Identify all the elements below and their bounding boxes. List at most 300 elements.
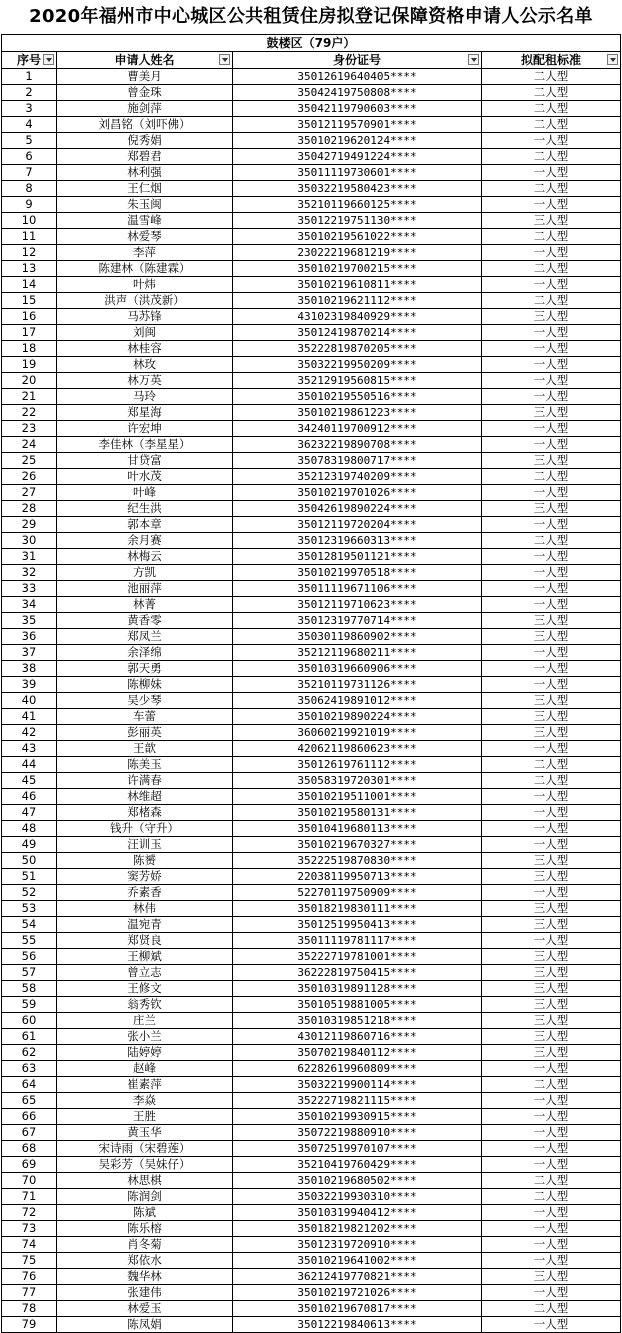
- cell-id[interactable]: 36222819750415****: [233, 965, 482, 981]
- cell-name[interactable]: 曾立志: [57, 965, 233, 981]
- cell-no[interactable]: 70: [2, 1173, 57, 1189]
- cell-id[interactable]: 35210119660125****: [233, 197, 482, 213]
- cell-id[interactable]: 35010519881005****: [233, 997, 482, 1013]
- cell-name[interactable]: 陈柳妹: [57, 677, 233, 693]
- cell-name[interactable]: 陈建林（陈建霖）: [57, 261, 233, 277]
- cell-name[interactable]: 余泽绵: [57, 645, 233, 661]
- cell-standard[interactable]: 一人型: [482, 821, 621, 837]
- cell-standard[interactable]: 一人型: [482, 741, 621, 757]
- cell-name[interactable]: 林思棋: [57, 1173, 233, 1189]
- cell-no[interactable]: 1: [2, 69, 57, 85]
- cell-no[interactable]: 43: [2, 741, 57, 757]
- cell-standard[interactable]: 二人型: [482, 101, 621, 117]
- cell-name[interactable]: 王仁烟: [57, 181, 233, 197]
- cell-id[interactable]: 35012119570901****: [233, 117, 482, 133]
- cell-no[interactable]: 60: [2, 1013, 57, 1029]
- cell-no[interactable]: 5: [2, 133, 57, 149]
- cell-standard[interactable]: 三人型: [482, 1045, 621, 1061]
- cell-standard[interactable]: 二人型: [482, 181, 621, 197]
- cell-name[interactable]: 王胜: [57, 1109, 233, 1125]
- cell-id[interactable]: 36212419770821****: [233, 1269, 482, 1285]
- cell-no[interactable]: 6: [2, 149, 57, 165]
- cell-standard[interactable]: 一人型: [482, 1157, 621, 1173]
- cell-name[interactable]: 甘贷富: [57, 453, 233, 469]
- cell-name[interactable]: 黄玉华: [57, 1125, 233, 1141]
- cell-name[interactable]: 池丽萍: [57, 581, 233, 597]
- cell-id[interactable]: 35011119781117****: [233, 933, 482, 949]
- cell-id[interactable]: 35018219821202****: [233, 1221, 482, 1237]
- cell-name[interactable]: 刘昌铭（刘吓佛）: [57, 117, 233, 133]
- cell-no[interactable]: 34: [2, 597, 57, 613]
- cell-standard[interactable]: 二人型: [482, 69, 621, 85]
- cell-id[interactable]: 35042419750808****: [233, 85, 482, 101]
- cell-standard[interactable]: 一人型: [482, 837, 621, 853]
- cell-id[interactable]: 35012819501121****: [233, 549, 482, 565]
- cell-no[interactable]: 18: [2, 341, 57, 357]
- cell-no[interactable]: 47: [2, 805, 57, 821]
- cell-standard[interactable]: 一人型: [482, 373, 621, 389]
- cell-id[interactable]: 35222719821115****: [233, 1093, 482, 1109]
- cell-name[interactable]: 汪训玉: [57, 837, 233, 853]
- cell-standard[interactable]: 二人型: [482, 533, 621, 549]
- cell-name[interactable]: 林万英: [57, 373, 233, 389]
- cell-no[interactable]: 11: [2, 229, 57, 245]
- cell-id[interactable]: 35058319720301****: [233, 773, 482, 789]
- cell-no[interactable]: 51: [2, 869, 57, 885]
- cell-no[interactable]: 26: [2, 469, 57, 485]
- cell-no[interactable]: 12: [2, 245, 57, 261]
- cell-standard[interactable]: 一人型: [482, 1125, 621, 1141]
- cell-name[interactable]: 黄香零: [57, 613, 233, 629]
- cell-no[interactable]: 68: [2, 1141, 57, 1157]
- cell-standard[interactable]: 二人型: [482, 149, 621, 165]
- cell-id[interactable]: 36232219890708****: [233, 437, 482, 453]
- cell-no[interactable]: 36: [2, 629, 57, 645]
- cell-id[interactable]: 35012219751130****: [233, 213, 482, 229]
- cell-name[interactable]: 施剑萍: [57, 101, 233, 117]
- cell-no[interactable]: 17: [2, 325, 57, 341]
- cell-no[interactable]: 49: [2, 837, 57, 853]
- cell-id[interactable]: 35010219700215****: [233, 261, 482, 277]
- cell-no[interactable]: 64: [2, 1077, 57, 1093]
- cell-id[interactable]: 35010219721026****: [233, 1285, 482, 1301]
- cell-id[interactable]: 35012319720910****: [233, 1237, 482, 1253]
- cell-name[interactable]: 曹美月: [57, 69, 233, 85]
- filter-dropdown-icon[interactable]: [468, 54, 479, 65]
- cell-no[interactable]: 44: [2, 757, 57, 773]
- cell-id[interactable]: 35012119710623****: [233, 597, 482, 613]
- cell-id[interactable]: 42062119860623****: [233, 741, 482, 757]
- cell-name[interactable]: 叶水茂: [57, 469, 233, 485]
- cell-id[interactable]: 35070219840112****: [233, 1045, 482, 1061]
- cell-no[interactable]: 77: [2, 1285, 57, 1301]
- cell-no[interactable]: 19: [2, 357, 57, 373]
- cell-id[interactable]: 35010219620124****: [233, 133, 482, 149]
- cell-name[interactable]: 乔素香: [57, 885, 233, 901]
- cell-name[interactable]: 陈润剑: [57, 1189, 233, 1205]
- cell-id[interactable]: 35210419760429****: [233, 1157, 482, 1173]
- cell-id[interactable]: 43012119860716****: [233, 1029, 482, 1045]
- cell-no[interactable]: 14: [2, 277, 57, 293]
- cell-id[interactable]: 35010219930915****: [233, 1109, 482, 1125]
- cell-name[interactable]: 叶炜: [57, 277, 233, 293]
- cell-name[interactable]: 陈凤娟: [57, 1317, 233, 1333]
- cell-no[interactable]: 42: [2, 725, 57, 741]
- cell-no[interactable]: 79: [2, 1317, 57, 1333]
- cell-no[interactable]: 15: [2, 293, 57, 309]
- cell-no[interactable]: 13: [2, 261, 57, 277]
- cell-name[interactable]: 崔素萍: [57, 1077, 233, 1093]
- cell-standard[interactable]: 一人型: [482, 277, 621, 293]
- cell-standard[interactable]: 二人型: [482, 229, 621, 245]
- cell-no[interactable]: 7: [2, 165, 57, 181]
- cell-standard[interactable]: 一人型: [482, 389, 621, 405]
- cell-id[interactable]: 35222819870205****: [233, 341, 482, 357]
- cell-name[interactable]: 陈美玉: [57, 757, 233, 773]
- cell-no[interactable]: 16: [2, 309, 57, 325]
- cell-no[interactable]: 27: [2, 485, 57, 501]
- cell-id[interactable]: 35010319940412****: [233, 1205, 482, 1221]
- cell-name[interactable]: 朱玉闽: [57, 197, 233, 213]
- cell-name[interactable]: 林爱玉: [57, 1301, 233, 1317]
- cell-name[interactable]: 林玫: [57, 357, 233, 373]
- cell-standard[interactable]: 二人型: [482, 757, 621, 773]
- cell-id[interactable]: 35010219641002****: [233, 1253, 482, 1269]
- cell-id[interactable]: 35012319660313****: [233, 533, 482, 549]
- cell-id[interactable]: 35010219550516****: [233, 389, 482, 405]
- cell-name[interactable]: 王修文: [57, 981, 233, 997]
- cell-standard[interactable]: 三人型: [482, 709, 621, 725]
- cell-standard[interactable]: 三人型: [482, 629, 621, 645]
- cell-standard[interactable]: 二人型: [482, 1301, 621, 1317]
- cell-name[interactable]: 刘闽: [57, 325, 233, 341]
- cell-no[interactable]: 58: [2, 981, 57, 997]
- cell-no[interactable]: 41: [2, 709, 57, 725]
- cell-standard[interactable]: 一人型: [482, 245, 621, 261]
- cell-id[interactable]: 35222719781001****: [233, 949, 482, 965]
- cell-name[interactable]: 林桂容: [57, 341, 233, 357]
- cell-no[interactable]: 4: [2, 117, 57, 133]
- cell-standard[interactable]: 二人型: [482, 1173, 621, 1189]
- cell-standard[interactable]: 一人型: [482, 485, 621, 501]
- cell-id[interactable]: 35042619890224****: [233, 501, 482, 517]
- cell-no[interactable]: 2: [2, 85, 57, 101]
- cell-id[interactable]: 35010219511001****: [233, 789, 482, 805]
- cell-standard[interactable]: 一人型: [482, 517, 621, 533]
- cell-name[interactable]: 张小兰: [57, 1029, 233, 1045]
- cell-no[interactable]: 56: [2, 949, 57, 965]
- cell-id[interactable]: 23022219681219****: [233, 245, 482, 261]
- cell-no[interactable]: 22: [2, 405, 57, 421]
- cell-id[interactable]: 35010219610811****: [233, 277, 482, 293]
- cell-id[interactable]: 35222519870830****: [233, 853, 482, 869]
- cell-standard[interactable]: 三人型: [482, 453, 621, 469]
- cell-name[interactable]: 许满春: [57, 773, 233, 789]
- cell-standard[interactable]: 三人型: [482, 693, 621, 709]
- cell-no[interactable]: 46: [2, 789, 57, 805]
- cell-no[interactable]: 63: [2, 1061, 57, 1077]
- cell-id[interactable]: 35010219670327****: [233, 837, 482, 853]
- cell-id[interactable]: 36060219921019****: [233, 725, 482, 741]
- cell-no[interactable]: 20: [2, 373, 57, 389]
- cell-name[interactable]: 张建伟: [57, 1285, 233, 1301]
- cell-id[interactable]: 35011119671106****: [233, 581, 482, 597]
- cell-name[interactable]: 方凯: [57, 565, 233, 581]
- cell-id[interactable]: 35010219970518****: [233, 565, 482, 581]
- cell-standard[interactable]: 三人型: [482, 949, 621, 965]
- cell-id[interactable]: 35010219670817****: [233, 1301, 482, 1317]
- cell-name[interactable]: 陈赟: [57, 853, 233, 869]
- cell-standard[interactable]: 三人型: [482, 309, 621, 325]
- cell-name[interactable]: 叶峰: [57, 485, 233, 501]
- cell-name[interactable]: 温宛青: [57, 917, 233, 933]
- cell-standard[interactable]: 一人型: [482, 341, 621, 357]
- cell-id[interactable]: 35062419891012****: [233, 693, 482, 709]
- cell-name[interactable]: 郑楮森: [57, 805, 233, 821]
- cell-standard[interactable]: 三人型: [482, 981, 621, 997]
- cell-standard[interactable]: 三人型: [482, 725, 621, 741]
- filter-dropdown-icon[interactable]: [607, 54, 618, 65]
- cell-no[interactable]: 40: [2, 693, 57, 709]
- cell-no[interactable]: 55: [2, 933, 57, 949]
- cell-id[interactable]: 35012619761112****: [233, 757, 482, 773]
- cell-standard[interactable]: 三人型: [482, 501, 621, 517]
- cell-standard[interactable]: 三人型: [482, 917, 621, 933]
- cell-id[interactable]: 35010219701026****: [233, 485, 482, 501]
- cell-standard[interactable]: 一人型: [482, 645, 621, 661]
- cell-name[interactable]: 林爱琴: [57, 229, 233, 245]
- cell-name[interactable]: 李佳林（李星星）: [57, 437, 233, 453]
- cell-id[interactable]: 35010219890224****: [233, 709, 482, 725]
- cell-name[interactable]: 彭丽英: [57, 725, 233, 741]
- cell-name[interactable]: 赵峰: [57, 1061, 233, 1077]
- cell-name[interactable]: 林维超: [57, 789, 233, 805]
- cell-id[interactable]: 35072219880910****: [233, 1125, 482, 1141]
- cell-id[interactable]: 35011119730601****: [233, 165, 482, 181]
- cell-no[interactable]: 29: [2, 517, 57, 533]
- cell-id[interactable]: 35012619640405****: [233, 69, 482, 85]
- cell-name[interactable]: 肖冬菊: [57, 1237, 233, 1253]
- cell-id[interactable]: 35042719491224****: [233, 149, 482, 165]
- cell-standard[interactable]: 三人型: [482, 613, 621, 629]
- cell-standard[interactable]: 三人型: [482, 405, 621, 421]
- cell-id[interactable]: 35012119720204****: [233, 517, 482, 533]
- cell-standard[interactable]: 一人型: [482, 1221, 621, 1237]
- cell-standard[interactable]: 二人型: [482, 1189, 621, 1205]
- cell-no[interactable]: 78: [2, 1301, 57, 1317]
- cell-no[interactable]: 52: [2, 885, 57, 901]
- cell-no[interactable]: 72: [2, 1205, 57, 1221]
- cell-standard[interactable]: 二人型: [482, 117, 621, 133]
- cell-standard[interactable]: 一人型: [482, 437, 621, 453]
- cell-standard[interactable]: 一人型: [482, 581, 621, 597]
- cell-name[interactable]: 王柳斌: [57, 949, 233, 965]
- cell-id[interactable]: 35032219950209****: [233, 357, 482, 373]
- cell-no[interactable]: 75: [2, 1253, 57, 1269]
- cell-standard[interactable]: 三人型: [482, 1029, 621, 1045]
- cell-name[interactable]: 钱升（守升）: [57, 821, 233, 837]
- cell-name[interactable]: 郭本章: [57, 517, 233, 533]
- cell-id[interactable]: 35042119790603****: [233, 101, 482, 117]
- cell-id[interactable]: 35018219830111****: [233, 901, 482, 917]
- cell-name[interactable]: 郑依水: [57, 1253, 233, 1269]
- cell-no[interactable]: 57: [2, 965, 57, 981]
- cell-standard[interactable]: 一人型: [482, 357, 621, 373]
- cell-no[interactable]: 3: [2, 101, 57, 117]
- cell-name[interactable]: 郑碧君: [57, 149, 233, 165]
- cell-standard[interactable]: 一人型: [482, 1317, 621, 1333]
- cell-no[interactable]: 10: [2, 213, 57, 229]
- cell-no[interactable]: 45: [2, 773, 57, 789]
- cell-id[interactable]: 35210119731126****: [233, 677, 482, 693]
- cell-standard[interactable]: 一人型: [482, 1285, 621, 1301]
- cell-id[interactable]: 35032219900114****: [233, 1077, 482, 1093]
- cell-standard[interactable]: 一人型: [482, 677, 621, 693]
- cell-standard[interactable]: 三人型: [482, 1013, 621, 1029]
- cell-name[interactable]: 洪声（洪茂新）: [57, 293, 233, 309]
- cell-no[interactable]: 71: [2, 1189, 57, 1205]
- cell-no[interactable]: 50: [2, 853, 57, 869]
- cell-standard[interactable]: 二人型: [482, 469, 621, 485]
- cell-name[interactable]: 许宏坤: [57, 421, 233, 437]
- cell-id[interactable]: 35012319770714****: [233, 613, 482, 629]
- cell-name[interactable]: 李萍: [57, 245, 233, 261]
- cell-id[interactable]: 35212319740209****: [233, 469, 482, 485]
- cell-no[interactable]: 28: [2, 501, 57, 517]
- cell-name[interactable]: 陈斌: [57, 1205, 233, 1221]
- cell-name[interactable]: 马玲: [57, 389, 233, 405]
- cell-id[interactable]: 52270119750909****: [233, 885, 482, 901]
- cell-standard[interactable]: 一人型: [482, 933, 621, 949]
- cell-id[interactable]: 34240119700912****: [233, 421, 482, 437]
- cell-standard[interactable]: 二人型: [482, 1077, 621, 1093]
- cell-standard[interactable]: 一人型: [482, 133, 621, 149]
- cell-standard[interactable]: 一人型: [482, 1141, 621, 1157]
- cell-no[interactable]: 74: [2, 1237, 57, 1253]
- cell-standard[interactable]: 一人型: [482, 549, 621, 565]
- cell-no[interactable]: 33: [2, 581, 57, 597]
- cell-name[interactable]: 车蕾: [57, 709, 233, 725]
- cell-no[interactable]: 76: [2, 1269, 57, 1285]
- cell-no[interactable]: 39: [2, 677, 57, 693]
- cell-id[interactable]: 35212119680211****: [233, 645, 482, 661]
- cell-id[interactable]: 35010219680502****: [233, 1173, 482, 1189]
- cell-name[interactable]: 李焱: [57, 1093, 233, 1109]
- cell-name[interactable]: 余月赛: [57, 533, 233, 549]
- cell-id[interactable]: 35012419870214****: [233, 325, 482, 341]
- cell-id[interactable]: 35010419680113****: [233, 821, 482, 837]
- cell-id[interactable]: 43102319840929****: [233, 309, 482, 325]
- cell-no[interactable]: 8: [2, 181, 57, 197]
- cell-standard[interactable]: 一人型: [482, 1093, 621, 1109]
- cell-no[interactable]: 24: [2, 437, 57, 453]
- cell-no[interactable]: 66: [2, 1109, 57, 1125]
- cell-id[interactable]: 35010319851218****: [233, 1013, 482, 1029]
- cell-id[interactable]: 35010219621112****: [233, 293, 482, 309]
- cell-standard[interactable]: 二人型: [482, 773, 621, 789]
- cell-id[interactable]: 35010219561022****: [233, 229, 482, 245]
- cell-no[interactable]: 69: [2, 1157, 57, 1173]
- cell-id[interactable]: 35032219930310****: [233, 1189, 482, 1205]
- cell-standard[interactable]: 三人型: [482, 853, 621, 869]
- cell-no[interactable]: 48: [2, 821, 57, 837]
- cell-id[interactable]: 35010219580131****: [233, 805, 482, 821]
- cell-name[interactable]: 马苏锋: [57, 309, 233, 325]
- cell-name[interactable]: 庄兰: [57, 1013, 233, 1029]
- cell-no[interactable]: 67: [2, 1125, 57, 1141]
- cell-standard[interactable]: 一人型: [482, 325, 621, 341]
- cell-name[interactable]: 林利强: [57, 165, 233, 181]
- cell-name[interactable]: 窦芳娇: [57, 869, 233, 885]
- cell-no[interactable]: 53: [2, 901, 57, 917]
- cell-standard[interactable]: 一人型: [482, 1205, 621, 1221]
- cell-name[interactable]: 陆婷婷: [57, 1045, 233, 1061]
- cell-no[interactable]: 73: [2, 1221, 57, 1237]
- cell-standard[interactable]: 一人型: [482, 1109, 621, 1125]
- cell-name[interactable]: 林伟: [57, 901, 233, 917]
- cell-id[interactable]: 35032219580423****: [233, 181, 482, 197]
- cell-name[interactable]: 郑贤良: [57, 933, 233, 949]
- cell-no[interactable]: 25: [2, 453, 57, 469]
- cell-id[interactable]: 35078319800717****: [233, 453, 482, 469]
- cell-no[interactable]: 21: [2, 389, 57, 405]
- cell-no[interactable]: 62: [2, 1045, 57, 1061]
- cell-standard[interactable]: 二人型: [482, 261, 621, 277]
- cell-no[interactable]: 23: [2, 421, 57, 437]
- cell-name[interactable]: 林菁: [57, 597, 233, 613]
- cell-standard[interactable]: 二人型: [482, 85, 621, 101]
- cell-id[interactable]: 35010219861223****: [233, 405, 482, 421]
- cell-id[interactable]: 35012219840613****: [233, 1317, 482, 1333]
- cell-standard[interactable]: 三人型: [482, 965, 621, 981]
- cell-id[interactable]: 35010319660906****: [233, 661, 482, 677]
- cell-standard[interactable]: 三人型: [482, 213, 621, 229]
- cell-name[interactable]: 陈乐榕: [57, 1221, 233, 1237]
- cell-standard[interactable]: 三人型: [482, 1269, 621, 1285]
- cell-no[interactable]: 37: [2, 645, 57, 661]
- cell-no[interactable]: 54: [2, 917, 57, 933]
- cell-name[interactable]: 翁秀钦: [57, 997, 233, 1013]
- cell-standard[interactable]: 一人型: [482, 165, 621, 181]
- cell-name[interactable]: 吴彩芳（吴妹仔）: [57, 1157, 233, 1173]
- cell-standard[interactable]: 三人型: [482, 869, 621, 885]
- cell-standard[interactable]: 一人型: [482, 661, 621, 677]
- cell-no[interactable]: 32: [2, 565, 57, 581]
- cell-no[interactable]: 61: [2, 1029, 57, 1045]
- cell-name[interactable]: 曾金珠: [57, 85, 233, 101]
- filter-dropdown-icon[interactable]: [43, 54, 54, 65]
- cell-standard[interactable]: 一人型: [482, 197, 621, 213]
- cell-standard[interactable]: 一人型: [482, 421, 621, 437]
- cell-standard[interactable]: 一人型: [482, 1253, 621, 1269]
- cell-no[interactable]: 38: [2, 661, 57, 677]
- cell-standard[interactable]: 一人型: [482, 1061, 621, 1077]
- cell-standard[interactable]: 三人型: [482, 901, 621, 917]
- cell-name[interactable]: 温雪峰: [57, 213, 233, 229]
- cell-no[interactable]: 9: [2, 197, 57, 213]
- cell-standard[interactable]: 二人型: [482, 293, 621, 309]
- cell-id[interactable]: 35030119860902****: [233, 629, 482, 645]
- cell-standard[interactable]: 三人型: [482, 997, 621, 1013]
- filter-dropdown-icon[interactable]: [219, 54, 230, 65]
- cell-id[interactable]: 35212919560815****: [233, 373, 482, 389]
- cell-name[interactable]: 纪生洪: [57, 501, 233, 517]
- cell-standard[interactable]: 一人型: [482, 1237, 621, 1253]
- cell-name[interactable]: 郭天勇: [57, 661, 233, 677]
- cell-name[interactable]: 王歆: [57, 741, 233, 757]
- cell-id[interactable]: 62282619960809****: [233, 1061, 482, 1077]
- cell-name[interactable]: 郑星海: [57, 405, 233, 421]
